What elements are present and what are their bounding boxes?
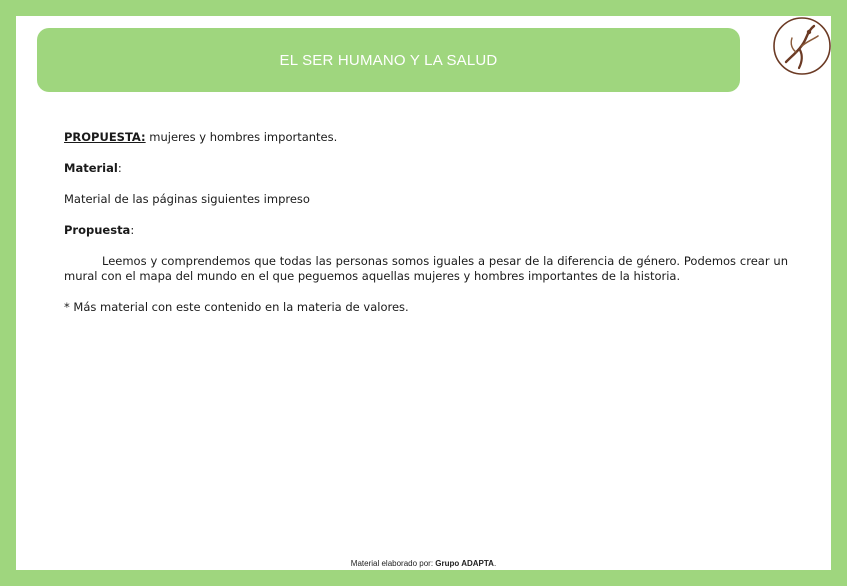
- description-paragraph: Leemos y comprendemos que todas las personas somos iguales a pesar de la diferencia de género. Podemos crear un mural con el mapa del mundo en el que peguemos aquellas mujeres y hombres importantes de la historia.: [64, 254, 788, 283]
- propuesta2-colon: :: [130, 223, 135, 237]
- page-title: EL SER HUMANO Y LA SALUD: [279, 51, 498, 69]
- propuesta-label: PROPUESTA:: [64, 130, 146, 144]
- footer-credit: [16, 559, 831, 568]
- document-content: [64, 130, 788, 315]
- footer-author: Grupo ADAPTA: [435, 559, 494, 568]
- header-banner: [37, 28, 740, 92]
- footer-prefix: Material elaborado por:: [350, 559, 436, 568]
- material-text: Material de las páginas siguientes impreso: [64, 192, 310, 206]
- propuesta-text: mujeres y hombres importantes.: [145, 130, 338, 144]
- document-page: [16, 16, 831, 570]
- dancer-logo-icon: [772, 16, 832, 76]
- footer-suffix: .: [493, 559, 497, 568]
- material-heading: [64, 161, 788, 176]
- note-text: * Más material con este contenido en la materia de valores.: [64, 300, 409, 314]
- material-label: Material: [64, 161, 118, 175]
- propuesta-line: [64, 130, 788, 145]
- propuesta2-label: Propuesta: [64, 223, 131, 237]
- material-colon: :: [117, 161, 122, 175]
- propuesta-heading: [64, 223, 788, 238]
